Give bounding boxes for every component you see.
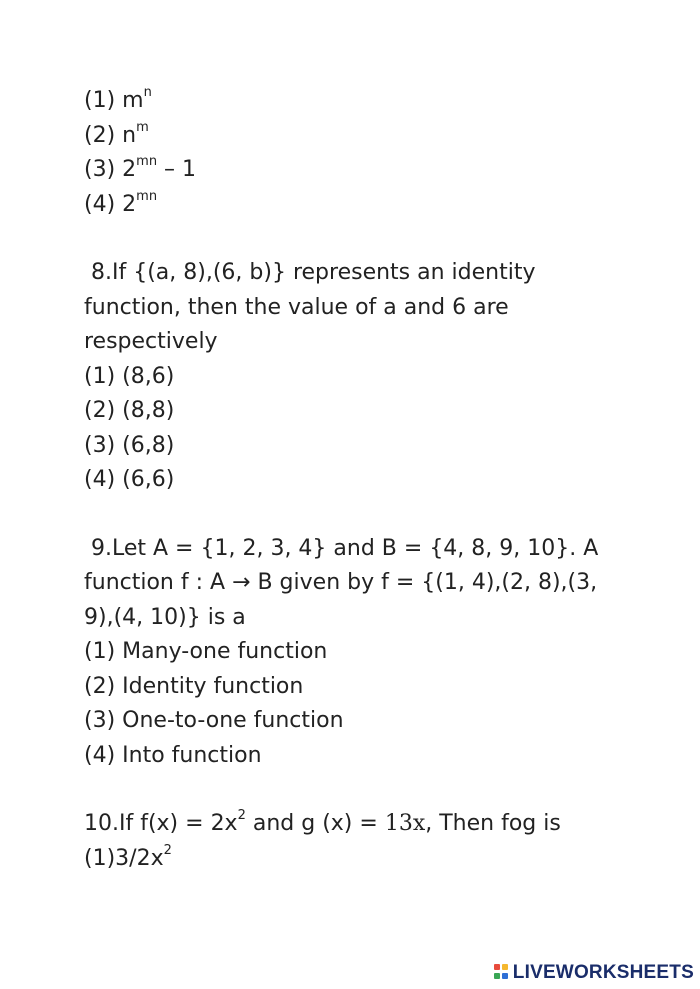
question-9: [84, 532, 664, 774]
question-10: [84, 807, 664, 876]
q10-stem: 10.If $f(x) = 2x^2$ and g (x) = 13x, Then fog is: [84, 808, 561, 836]
q8-stem-line-1: 8.If {(a, 8),(6, b)} represents an identity: [91, 260, 536, 285]
liveworksheets-watermark: [494, 962, 694, 984]
q7-option-1: (1) $m^n$: [84, 85, 152, 113]
worksheet-page: [84, 84, 664, 876]
question-8: [84, 256, 664, 498]
q9-option-3: (3) One-to-one function: [84, 708, 344, 733]
q8-option-1: (1) (8,6): [84, 363, 175, 389]
q7-option-2: (2) $n^m$: [84, 119, 149, 148]
q7-options: [84, 84, 664, 222]
q7-option-4: (4) $2^{mn}$: [84, 188, 158, 217]
q9-option-2: (2) Identity function: [84, 673, 304, 699]
q9-option-1: (1) Many-one function: [84, 639, 328, 664]
q8-option-2: (2) (8,8): [84, 398, 175, 423]
q9-option-4: (4) Into function: [84, 742, 262, 768]
q9-stem-line-1: 9.Let A = {1, 2, 3, 4} and B = {4, 8, 9, 10}. A: [91, 535, 599, 561]
liveworksheets-logo-icon: [494, 964, 510, 982]
q8-stem-line-3: respectively: [84, 329, 218, 354]
q9-stem-line-3: 9),(4, 10)} is a: [84, 604, 246, 630]
q8-stem-line-2: function, then the value of a and 6 are: [84, 294, 509, 320]
q7-option-3: (3) $2^{mn} - 1$: [84, 154, 197, 182]
q9-stem-line-2: function f : A → B given by f = {(1, 4),(2, 8),(3,: [84, 570, 598, 595]
q8-option-3: (3) (6,8): [84, 432, 175, 458]
q10-option-1: $(1)3/2x^2$: [84, 842, 172, 871]
q8-option-4: (4) (6,6): [84, 467, 175, 492]
watermark-text: LIVEWORKSHEETS: [512, 962, 694, 983]
